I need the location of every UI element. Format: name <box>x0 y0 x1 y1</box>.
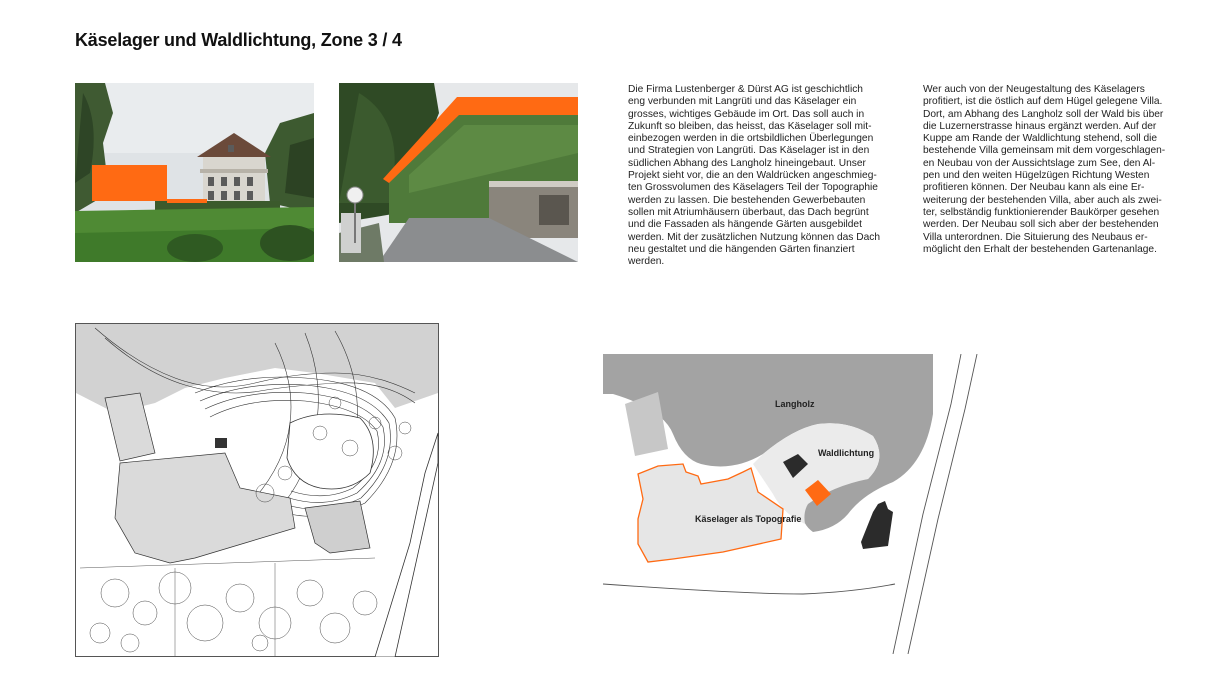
text-line: grosses, wichtiges Gebäude im Ort. Das soll auch in <box>628 108 865 120</box>
zone-diagram <box>603 354 983 654</box>
label-waldlichtung: Waldlichtung <box>818 448 875 458</box>
text-line: profitiert, ist die östlich auf dem Hügel gelegene Villa. <box>923 96 1163 108</box>
text-line: neu gestaltet und die hängenden Gärten finanziert <box>628 243 855 255</box>
text-line: Kuppe am Rande der Waldlichtung stehend, soll die <box>923 133 1158 145</box>
photo-villa <box>75 83 314 262</box>
text-line: möglicht den Erhalt der bestehenden Gartenanlage. <box>923 243 1157 255</box>
label-langholz: Langholz <box>775 399 815 409</box>
text-line: Die Firma Lustenberger & Dürst AG ist geschichtlich <box>628 84 863 95</box>
text-line: Projekt sieht vor, die an den Waldrücken angeschmieg- <box>628 170 877 182</box>
text-line: Zukunft so bleiben, das heisst, das Käselager soll mit- <box>628 120 872 132</box>
warehouse-area <box>638 464 783 562</box>
text-line: pen und den weiten Hügelzügen Richtung Westen <box>923 170 1150 182</box>
orange-volume-marker <box>92 165 167 201</box>
text-line: weiterung der bestehenden Villa, aber auch als zwei- <box>923 194 1162 206</box>
text-line: werden. Der Neubau soll sich aber der bestehenden <box>923 219 1159 231</box>
text-line: ter, selbständig funktionierender Baukörper gesehen <box>923 206 1160 218</box>
text-line: sollen mit Atriumhäusern überbaut, das Dach begrünt <box>628 206 869 218</box>
text-line: und die Fassaden als hängende Gärten ausgebildet <box>628 219 862 231</box>
label-kaeselager: Käselager als Topografie <box>695 514 802 524</box>
text-line: südlichen Abhang des Langholz hineingebaut. Unser <box>628 157 866 169</box>
text-line: bestehende Villa gemeinsam mit dem vorgeschlagen- <box>923 145 1166 157</box>
text-line: und Strategien von Langrüti. Das Käselager ist in den <box>628 145 870 157</box>
text-line: einbezogen werden in die ortsbildlichen Überlegungen <box>628 133 874 145</box>
text-line: profitieren können. Der Neubau kann als eine Er- <box>923 182 1145 194</box>
text-line: en Neubau von der Aussichtslage zum See, den Al- <box>923 157 1156 169</box>
text-line: werden. Mit der zusätzlichen Nutzung können das Dach <box>628 231 880 243</box>
text-line: die Luzernerstrasse hinaus ergänzt werden. Auf der <box>923 120 1157 132</box>
text-line: werden zu lassen. Die bestehenden Gewerbebauten <box>628 194 866 206</box>
site-plan <box>75 323 439 657</box>
text-line: eng verbunden mit Langrüti und das Käselager ein <box>628 96 857 108</box>
text-column-2 <box>923 84 1193 256</box>
text-column-1 <box>628 84 898 268</box>
existing-building <box>861 501 893 549</box>
text-line: werden. <box>628 256 665 268</box>
page-title: Käselager und Waldlichtung, Zone 3 / 4 <box>75 30 402 50</box>
photo-warehouse <box>339 83 578 262</box>
text-line: Villa unterordnen. Die Situierung des Neubaus er- <box>923 231 1148 243</box>
text-line: Wer auch von der Neugestaltung des Käselagers <box>923 84 1145 95</box>
text-line: Dort, am Abhang des Langholz soll der Wald bis über <box>923 108 1164 120</box>
text-line: ten Grossvolumen des Käselagers Teil der Topographie <box>628 182 878 194</box>
